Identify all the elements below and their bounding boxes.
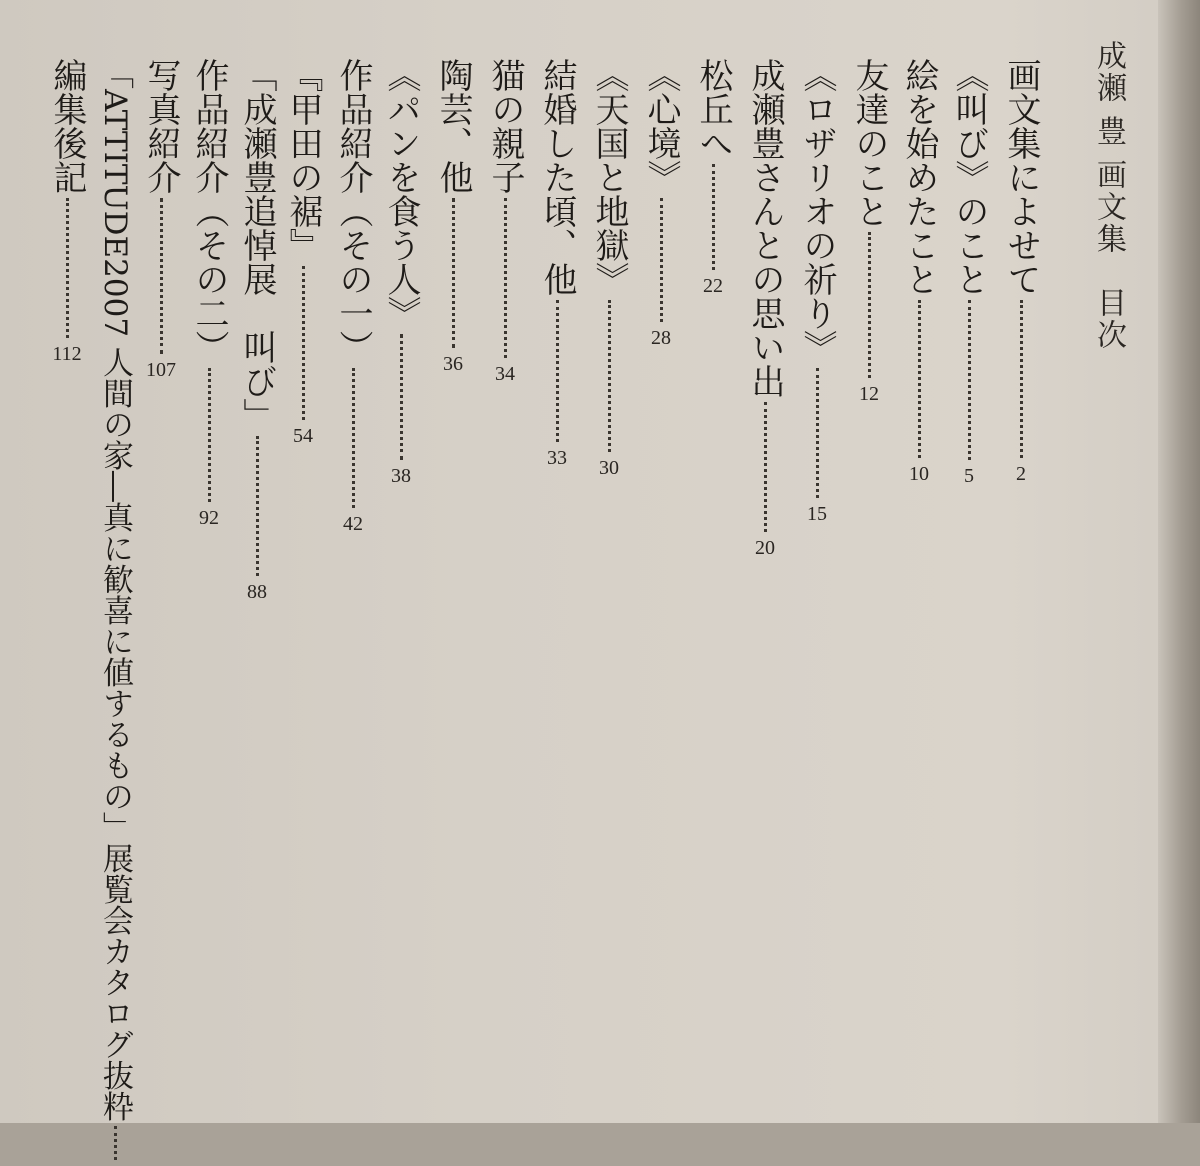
dot-leader xyxy=(256,436,259,576)
toc-entry-page: 2 xyxy=(1016,463,1026,485)
dot-leader xyxy=(712,164,715,270)
toc-entry xyxy=(234,58,280,602)
toc-entry-page: 33 xyxy=(547,447,567,469)
toc-entry-label: 絵を始めたこと xyxy=(899,58,939,296)
toc-entry-label: 猫の親子 xyxy=(485,58,525,194)
toc-entry-page: 15 xyxy=(807,503,827,525)
dot-leader xyxy=(208,368,211,502)
toc-entry-label: 陶芸、他 xyxy=(433,58,473,194)
toc-entry-label: 写真紹介 xyxy=(141,58,181,194)
toc-entry xyxy=(280,58,326,446)
toc-entry xyxy=(430,58,476,374)
dot-leader xyxy=(868,232,871,378)
dot-leader xyxy=(816,368,819,498)
toc-entry-page: 112 xyxy=(52,343,82,365)
toc-entry-label: 《ロザリオの祈り》 xyxy=(797,58,837,364)
toc-entry-label: 《心境》 xyxy=(641,58,681,194)
dot-leader xyxy=(968,300,971,460)
dot-leader xyxy=(1020,300,1023,458)
toc-title: 成瀬 豊 画文集 目次 xyxy=(1091,40,1126,352)
toc-entry-label: 『甲田の裾』 xyxy=(283,58,323,262)
toc-entry xyxy=(998,58,1044,484)
toc-entry-page: 38 xyxy=(391,465,411,487)
dot-leader xyxy=(504,198,507,358)
toc-entry-label: 松丘へ xyxy=(693,58,733,160)
toc-entry xyxy=(946,58,992,486)
toc-entry-page: 36 xyxy=(443,353,463,375)
dot-leader xyxy=(400,334,403,460)
toc-entry-label: 《パンを食う人》 xyxy=(381,58,421,330)
toc-entry xyxy=(378,58,424,486)
toc-entry-page: 22 xyxy=(703,275,723,297)
toc-entry xyxy=(482,58,528,384)
toc-entry-label: 友達のこと xyxy=(849,58,889,228)
dot-leader xyxy=(556,300,559,442)
toc-entry xyxy=(690,58,736,296)
toc-entry-page: 20 xyxy=(755,537,775,559)
toc-entry-page: 107 xyxy=(146,359,176,381)
toc-entry-label: 成瀬豊さんとの思い出 xyxy=(745,58,785,398)
toc-entry-label: 《天国と地獄》 xyxy=(589,58,629,296)
toc-entry-label: 作品紹介（その一） xyxy=(333,58,373,364)
toc-entry-page: 10 xyxy=(909,463,929,485)
toc-entry xyxy=(186,58,232,528)
toc-entry xyxy=(794,58,840,524)
toc-entry xyxy=(138,58,184,380)
toc-entry xyxy=(896,58,942,484)
toc-entry xyxy=(92,58,138,1166)
dot-leader xyxy=(302,266,305,420)
toc-entry-page: 54 xyxy=(293,425,313,447)
toc-entry-label: 「成瀬豊追悼展 叫び」 xyxy=(237,58,277,432)
toc-entry xyxy=(638,58,684,348)
toc-entry-page: 42 xyxy=(343,513,363,535)
dot-leader xyxy=(160,198,163,354)
toc-entry-label: 「ATTITUDE2007 人間の家―真に歓喜に値するもの」展覧会カタログ抜粋 xyxy=(97,58,133,1122)
dot-leader xyxy=(608,300,611,452)
dot-leader xyxy=(66,198,69,338)
toc-entry-label: 画文集によせて xyxy=(1001,58,1041,296)
toc-entry-page: 28 xyxy=(651,327,671,349)
toc-entry-page: 34 xyxy=(495,363,515,385)
toc-entry-label: 編集後記 xyxy=(47,58,87,194)
toc-entry xyxy=(534,58,580,468)
toc-entry xyxy=(846,58,892,404)
toc-entry-page: 92 xyxy=(199,507,219,529)
toc-entry-label: 作品紹介（その二） xyxy=(189,58,229,364)
toc-entry-page: 30 xyxy=(599,457,619,479)
dot-leader xyxy=(918,300,921,458)
toc-entry-page: 5 xyxy=(964,465,974,487)
dot-leader xyxy=(352,368,355,508)
toc-entry-page: 88 xyxy=(247,581,267,603)
toc-entry xyxy=(586,58,632,478)
toc-entry-page: 12 xyxy=(859,383,879,405)
book-gutter xyxy=(1158,0,1200,1123)
toc-entry xyxy=(44,58,90,364)
dot-leader xyxy=(452,198,455,348)
dot-leader xyxy=(114,1126,117,1160)
toc-entry xyxy=(742,58,788,558)
toc-entry-label: 《叫び》のこと xyxy=(949,58,989,296)
toc-entry-label: 結婚した頃、他 xyxy=(537,58,577,296)
toc-entry xyxy=(330,58,376,534)
dot-leader xyxy=(660,198,663,322)
dot-leader xyxy=(764,402,767,532)
